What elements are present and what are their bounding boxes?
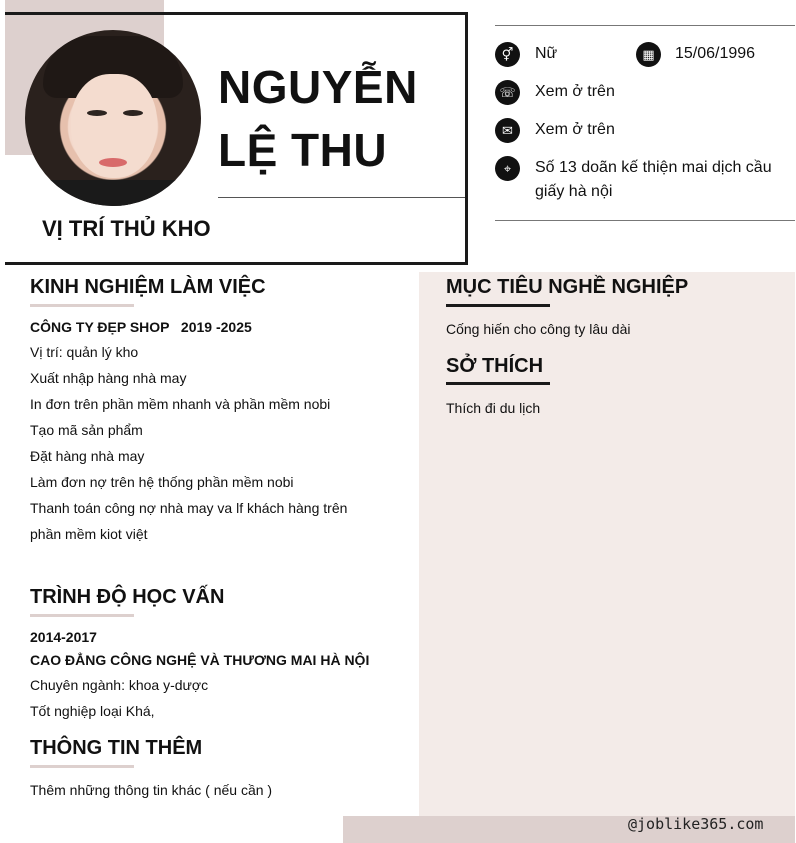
calendar-icon: ▦ bbox=[636, 42, 661, 67]
experience-item: phần mềm kiot việt bbox=[30, 526, 148, 542]
footer-website: @joblike365.com bbox=[628, 815, 764, 833]
hobbies-underline bbox=[446, 382, 550, 385]
phone-icon: ☏ bbox=[495, 80, 520, 105]
address-value bbox=[535, 156, 772, 204]
name-line-1: NGUYỄN bbox=[218, 61, 418, 113]
gender-value: Nữ bbox=[535, 45, 558, 62]
avatar bbox=[25, 30, 201, 206]
mail-icon: ✉ bbox=[495, 118, 520, 143]
extra-text: Thêm những thông tin khác ( nếu cần ) bbox=[30, 782, 273, 798]
objective-heading: MỤC TIÊU NGHỀ NGHIỆP bbox=[446, 276, 689, 298]
experience-company: CÔNG TY ĐẸP SHOP 2019 -2025 bbox=[30, 319, 252, 335]
name-divider bbox=[218, 197, 465, 198]
right-panel bbox=[419, 272, 795, 816]
education-school: CAO ĐẲNG CÔNG NGHỆ VÀ THƯƠNG MAI HÀ NỘI bbox=[30, 652, 370, 668]
gender-icon: ⚥ bbox=[495, 42, 520, 67]
experience-item: Tạo mã sản phẩm bbox=[30, 422, 143, 438]
name-line-2: LỆ THU bbox=[218, 124, 388, 176]
education-years: 2014-2017 bbox=[30, 629, 97, 645]
candidate-name bbox=[218, 56, 418, 182]
education-underline bbox=[30, 614, 134, 617]
experience-underline bbox=[30, 304, 134, 307]
location-icon: ⌖ bbox=[495, 156, 520, 181]
objective-text: Cống hiến cho công ty lâu dài bbox=[446, 321, 631, 337]
education-major: Chuyên ngành: khoa y-dược bbox=[30, 677, 209, 693]
phone-value: Xem ở trên bbox=[535, 83, 615, 100]
experience-item: Xuất nhập hàng nhà may bbox=[30, 370, 187, 386]
experience-item: Làm đơn nợ trên hệ thống phần mềm nobi bbox=[30, 474, 294, 490]
contact-bottom-divider bbox=[495, 220, 795, 221]
address-line-2: giấy hà nội bbox=[535, 183, 613, 200]
experience-item: Đặt hàng nhà may bbox=[30, 448, 145, 464]
experience-item: In đơn trên phần mềm nhanh và phần mềm nobi bbox=[30, 396, 331, 412]
experience-heading: KINH NGHIỆM LÀM VIỆC bbox=[30, 276, 266, 298]
experience-item: Vị trí: quản lý kho bbox=[30, 344, 139, 360]
education-grade: Tốt nghiệp loại Khá, bbox=[30, 703, 155, 719]
objective-underline bbox=[446, 304, 550, 307]
hobbies-text: Thích đi du lịch bbox=[446, 400, 541, 416]
hobbies-heading: SỞ THÍCH bbox=[446, 355, 544, 377]
extra-underline bbox=[30, 765, 134, 768]
email-value: Xem ở trên bbox=[535, 121, 615, 138]
birthdate-value: 15/06/1996 bbox=[675, 45, 756, 62]
contact-top-divider bbox=[495, 25, 795, 26]
address-line-1: Số 13 doãn kế thiện mai dịch cầu bbox=[535, 159, 772, 176]
extra-heading: THÔNG TIN THÊM bbox=[30, 737, 203, 759]
experience-item: Thanh toán công nợ nhà may va lf khách hàng trên bbox=[30, 500, 348, 516]
job-position: VỊ TRÍ THỦ KHO bbox=[42, 216, 211, 241]
education-heading: TRÌNH ĐỘ HỌC VẤN bbox=[30, 586, 225, 608]
